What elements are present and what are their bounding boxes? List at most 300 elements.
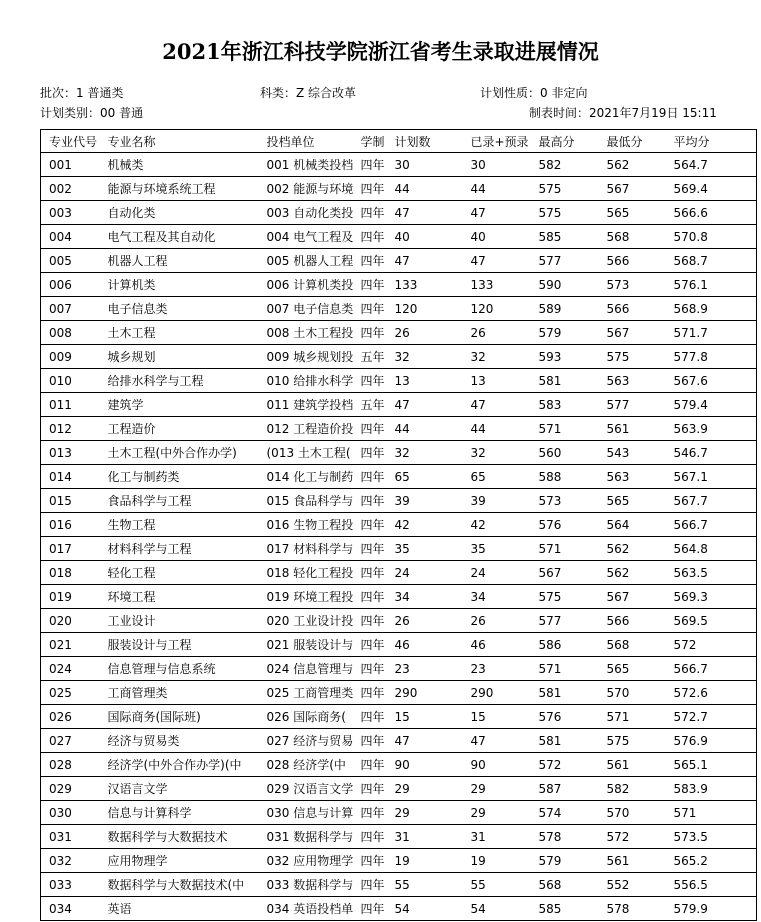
cell-max: 585 [539,897,607,921]
cell-name: 信息与计算科学 [108,801,265,825]
cell-admitted: 42 [467,513,539,537]
cell-max: 583 [539,393,607,417]
cell-min: 561 [607,417,674,441]
cell-name: 工业设计 [108,609,265,633]
header-code: 专业代号 [41,130,108,153]
cell-min: 568 [607,633,674,657]
cell-years: 四年 [361,177,395,201]
cell-min: 567 [607,321,674,345]
cell-name: 服装设计与工程 [108,633,265,657]
cell-code: 029 [41,777,108,801]
cell-admitted: 30 [467,153,539,177]
cell-avg: 571.7 [674,321,757,345]
cell-min: 566 [607,249,674,273]
cell-name: 经济学(中外合作办学)(中 [108,753,265,777]
cell-max: 578 [539,825,607,849]
cell-unit: 030 信息与计算 [265,801,361,825]
cell-code: 006 [41,273,108,297]
made-time-label: 制表时间：2021年7月19日 15:11 [529,106,717,120]
cell-code: 007 [41,297,108,321]
cell-code: 033 [41,873,108,897]
cell-admitted: 39 [467,489,539,513]
cell-max: 585 [539,225,607,249]
cell-min: 568 [607,225,674,249]
cell-unit: 009 城乡规划投 [265,345,361,369]
cell-min: 561 [607,849,674,873]
cell-years: 四年 [361,561,395,585]
cell-admitted: 47 [467,729,539,753]
cell-avg: 564.7 [674,153,757,177]
cell-plan: 46 [395,633,467,657]
cell-years: 四年 [361,321,395,345]
cell-min: 567 [607,585,674,609]
cell-plan: 55 [395,873,467,897]
cell-avg: 568.7 [674,249,757,273]
cell-admitted: 120 [467,297,539,321]
plan-category-label: 计划类别：00 普通 [40,106,144,120]
cell-years: 四年 [361,417,395,441]
cell-unit: 014 化工与制药 [265,465,361,489]
cell-avg: 566.7 [674,657,757,681]
table-row [41,897,757,921]
cell-max: 575 [539,201,607,225]
cell-avg: 569.5 [674,609,757,633]
cell-avg: 546.7 [674,441,757,465]
cell-plan: 42 [395,513,467,537]
cell-unit: 016 生物工程投 [265,513,361,537]
table-row [41,273,757,297]
cell-avg: 569.4 [674,177,757,201]
cell-avg: 571 [674,801,757,825]
cell-admitted: 32 [467,345,539,369]
cell-admitted: 35 [467,537,539,561]
cell-plan: 30 [395,153,467,177]
cell-name: 食品科学与工程 [108,489,265,513]
cell-avg: 579.9 [674,897,757,921]
cell-unit: 033 数据科学与 [265,873,361,897]
cell-unit: 020 工业设计投 [265,609,361,633]
table-row [41,657,757,681]
cell-years: 四年 [361,777,395,801]
table-row [41,441,757,465]
cell-min: 562 [607,561,674,585]
cell-plan: 47 [395,249,467,273]
cell-plan: 44 [395,177,467,201]
cell-avg: 583.9 [674,777,757,801]
cell-code: 030 [41,801,108,825]
cell-years: 四年 [361,585,395,609]
cell-avg: 573.5 [674,825,757,849]
cell-name: 电气工程及其自动化 [108,225,265,249]
cell-years: 四年 [361,273,395,297]
cell-name: 电子信息类 [108,297,265,321]
cell-years: 四年 [361,537,395,561]
cell-code: 005 [41,249,108,273]
table-row [41,417,757,441]
cell-min: 543 [607,441,674,465]
cell-admitted: 44 [467,177,539,201]
cell-max: 560 [539,441,607,465]
cell-plan: 44 [395,417,467,441]
cell-code: 020 [41,609,108,633]
table-row [41,537,757,561]
cell-code: 021 [41,633,108,657]
cell-min: 578 [607,897,674,921]
cell-code: 015 [41,489,108,513]
cell-min: 573 [607,273,674,297]
cell-min: 562 [607,537,674,561]
cell-name: 信息管理与信息系统 [108,657,265,681]
cell-plan: 65 [395,465,467,489]
header-min: 最低分 [607,130,674,153]
cell-plan: 47 [395,393,467,417]
cell-max: 576 [539,705,607,729]
cell-name: 能源与环境系统工程 [108,177,265,201]
cell-min: 564 [607,513,674,537]
cell-min: 575 [607,345,674,369]
cell-unit: 019 环境工程投 [265,585,361,609]
cell-name: 建筑学 [108,393,265,417]
table-row [41,705,757,729]
cell-admitted: 47 [467,393,539,417]
cell-unit: 031 数据科学与 [265,825,361,849]
table-row [41,561,757,585]
cell-max: 581 [539,369,607,393]
cell-unit: 029 汉语言文学 [265,777,361,801]
cell-max: 577 [539,609,607,633]
cell-unit: 034 英语投档单 [265,897,361,921]
cell-unit: 015 食品科学与 [265,489,361,513]
cell-avg: 577.8 [674,345,757,369]
cell-name: 国际商务(国际班) [108,705,265,729]
cell-years: 四年 [361,897,395,921]
cell-avg: 556.5 [674,873,757,897]
cell-max: 579 [539,321,607,345]
cell-unit: 012 工程造价投 [265,417,361,441]
cell-admitted: 47 [467,249,539,273]
cell-avg: 569.3 [674,585,757,609]
cell-admitted: 44 [467,417,539,441]
table-row [41,825,757,849]
cell-avg: 572.7 [674,705,757,729]
cell-code: 019 [41,585,108,609]
cell-admitted: 23 [467,657,539,681]
table-row [41,873,757,897]
cell-plan: 23 [395,657,467,681]
cell-code: 012 [41,417,108,441]
table-row [41,609,757,633]
cell-years: 四年 [361,825,395,849]
cell-admitted: 65 [467,465,539,489]
cell-max: 579 [539,849,607,873]
subject-label: 科类：Z 综合改革 [260,86,357,100]
cell-admitted: 47 [467,201,539,225]
table-row [41,801,757,825]
cell-avg: 572 [674,633,757,657]
cell-avg: 567.7 [674,489,757,513]
table-row [41,729,757,753]
cell-min: 571 [607,705,674,729]
cell-name: 土木工程(中外合作办学) [108,441,265,465]
table-header-row [41,130,757,153]
cell-unit: 017 材料科学与 [265,537,361,561]
cell-years: 四年 [361,729,395,753]
cell-min: 552 [607,873,674,897]
cell-code: 032 [41,849,108,873]
table-row [41,681,757,705]
cell-plan: 29 [395,777,467,801]
cell-admitted: 26 [467,609,539,633]
cell-plan: 54 [395,897,467,921]
cell-plan: 13 [395,369,467,393]
cell-avg: 567.6 [674,369,757,393]
cell-years: 四年 [361,609,395,633]
cell-code: 014 [41,465,108,489]
cell-name: 计算机类 [108,273,265,297]
cell-max: 574 [539,801,607,825]
cell-plan: 90 [395,753,467,777]
cell-plan: 15 [395,705,467,729]
cell-years: 四年 [361,801,395,825]
cell-avg: 576.9 [674,729,757,753]
cell-plan: 24 [395,561,467,585]
cell-plan: 19 [395,849,467,873]
header-name: 专业名称 [108,130,265,153]
cell-unit: 021 服装设计与 [265,633,361,657]
cell-years: 四年 [361,201,395,225]
cell-plan: 133 [395,273,467,297]
cell-min: 570 [607,801,674,825]
cell-admitted: 24 [467,561,539,585]
cell-name: 工商管理类 [108,681,265,705]
cell-name: 材料科学与工程 [108,537,265,561]
cell-name: 经济与贸易类 [108,729,265,753]
table-row [41,249,757,273]
cell-code: 004 [41,225,108,249]
table-row [41,297,757,321]
cell-years: 四年 [361,633,395,657]
cell-admitted: 26 [467,321,539,345]
cell-max: 575 [539,177,607,201]
table-row [41,753,757,777]
table-row [41,633,757,657]
cell-unit: 027 经济与贸易 [265,729,361,753]
cell-min: 577 [607,393,674,417]
table-row [41,345,757,369]
cell-max: 581 [539,729,607,753]
cell-max: 576 [539,513,607,537]
cell-avg: 570.8 [674,225,757,249]
cell-max: 581 [539,681,607,705]
cell-years: 四年 [361,489,395,513]
cell-max: 587 [539,777,607,801]
table-row [41,849,757,873]
cell-name: 给排水科学与工程 [108,369,265,393]
cell-avg: 565.2 [674,849,757,873]
cell-plan: 34 [395,585,467,609]
cell-unit: 008 土木工程投 [265,321,361,345]
cell-years: 四年 [361,657,395,681]
table-row [41,777,757,801]
cell-unit: 025 工商管理类 [265,681,361,705]
cell-unit: 001 机械类投档 [265,153,361,177]
cell-code: 010 [41,369,108,393]
cell-unit: 004 电气工程及 [265,225,361,249]
cell-years: 四年 [361,705,395,729]
cell-code: 027 [41,729,108,753]
cell-unit: 018 轻化工程投 [265,561,361,585]
cell-code: 016 [41,513,108,537]
cell-plan: 32 [395,441,467,465]
cell-max: 567 [539,561,607,585]
cell-avg: 579.4 [674,393,757,417]
header-avg: 平均分 [674,130,757,153]
cell-name: 轻化工程 [108,561,265,585]
cell-avg: 563.9 [674,417,757,441]
cell-admitted: 46 [467,633,539,657]
cell-min: 562 [607,153,674,177]
table-row [41,513,757,537]
cell-min: 565 [607,657,674,681]
cell-min: 570 [607,681,674,705]
cell-max: 572 [539,753,607,777]
cell-name: 化工与制药类 [108,465,265,489]
cell-min: 563 [607,369,674,393]
cell-unit: 011 建筑学投档 [265,393,361,417]
cell-name: 数据科学与大数据技术 [108,825,265,849]
cell-years: 四年 [361,753,395,777]
cell-code: 013 [41,441,108,465]
cell-unit: 032 应用物理学 [265,849,361,873]
cell-plan: 26 [395,321,467,345]
cell-unit: (013 土木工程( [265,441,361,465]
cell-admitted: 31 [467,825,539,849]
cell-admitted: 32 [467,441,539,465]
cell-plan: 39 [395,489,467,513]
cell-min: 565 [607,201,674,225]
cell-code: 003 [41,201,108,225]
cell-years: 四年 [361,441,395,465]
cell-admitted: 19 [467,849,539,873]
cell-years: 四年 [361,873,395,897]
cell-max: 575 [539,585,607,609]
cell-name: 应用物理学 [108,849,265,873]
cell-min: 572 [607,825,674,849]
cell-min: 561 [607,753,674,777]
batch-label: 批次：1 普通类 [40,86,124,100]
cell-code: 018 [41,561,108,585]
cell-name: 数据科学与大数据技术(中 [108,873,265,897]
cell-years: 五年 [361,393,395,417]
table-row [41,225,757,249]
cell-name: 机器人工程 [108,249,265,273]
cell-code: 001 [41,153,108,177]
cell-min: 565 [607,489,674,513]
cell-plan: 26 [395,609,467,633]
cell-years: 四年 [361,249,395,273]
header-unit: 投档单位 [265,130,361,153]
cell-code: 011 [41,393,108,417]
cell-admitted: 290 [467,681,539,705]
cell-name: 环境工程 [108,585,265,609]
cell-avg: 564.8 [674,537,757,561]
table-row [41,321,757,345]
cell-code: 034 [41,897,108,921]
cell-avg: 566.6 [674,201,757,225]
cell-admitted: 15 [467,705,539,729]
table-row [41,465,757,489]
plan-nature-label: 计划性质：0 非定向 [480,86,588,100]
cell-name: 生物工程 [108,513,265,537]
cell-max: 571 [539,537,607,561]
cell-code: 002 [41,177,108,201]
cell-years: 五年 [361,345,395,369]
cell-unit: 024 信息管理与 [265,657,361,681]
cell-avg: 576.1 [674,273,757,297]
cell-admitted: 13 [467,369,539,393]
cell-unit: 028 经济学(中 [265,753,361,777]
cell-unit: 006 计算机类投 [265,273,361,297]
table-row [41,177,757,201]
cell-max: 586 [539,633,607,657]
cell-max: 571 [539,417,607,441]
cell-admitted: 29 [467,801,539,825]
cell-unit: 026 国际商务( [265,705,361,729]
cell-max: 588 [539,465,607,489]
cell-min: 575 [607,729,674,753]
table-row [41,393,757,417]
cell-max: 568 [539,873,607,897]
header-admitted: 已录+预录 [467,130,539,153]
cell-name: 英语 [108,897,265,921]
cell-unit: 002 能源与环境 [265,177,361,201]
table-row [41,201,757,225]
cell-code: 026 [41,705,108,729]
cell-max: 577 [539,249,607,273]
cell-plan: 47 [395,729,467,753]
cell-plan: 29 [395,801,467,825]
cell-unit: 005 机器人工程 [265,249,361,273]
header-plan: 计划数 [395,130,467,153]
cell-max: 589 [539,297,607,321]
cell-max: 571 [539,657,607,681]
cell-avg: 568.9 [674,297,757,321]
cell-plan: 31 [395,825,467,849]
cell-code: 009 [41,345,108,369]
cell-min: 582 [607,777,674,801]
cell-admitted: 40 [467,225,539,249]
header-years: 学制 [361,130,395,153]
cell-plan: 40 [395,225,467,249]
cell-plan: 120 [395,297,467,321]
cell-code: 031 [41,825,108,849]
cell-max: 593 [539,345,607,369]
cell-plan: 290 [395,681,467,705]
cell-avg: 567.1 [674,465,757,489]
cell-avg: 572.6 [674,681,757,705]
cell-plan: 35 [395,537,467,561]
cell-avg: 563.5 [674,561,757,585]
cell-years: 四年 [361,153,395,177]
cell-name: 城乡规划 [108,345,265,369]
cell-admitted: 54 [467,897,539,921]
cell-min: 566 [607,609,674,633]
cell-min: 566 [607,297,674,321]
cell-unit: 003 自动化类投 [265,201,361,225]
cell-admitted: 34 [467,585,539,609]
admission-table [40,129,757,921]
cell-code: 028 [41,753,108,777]
